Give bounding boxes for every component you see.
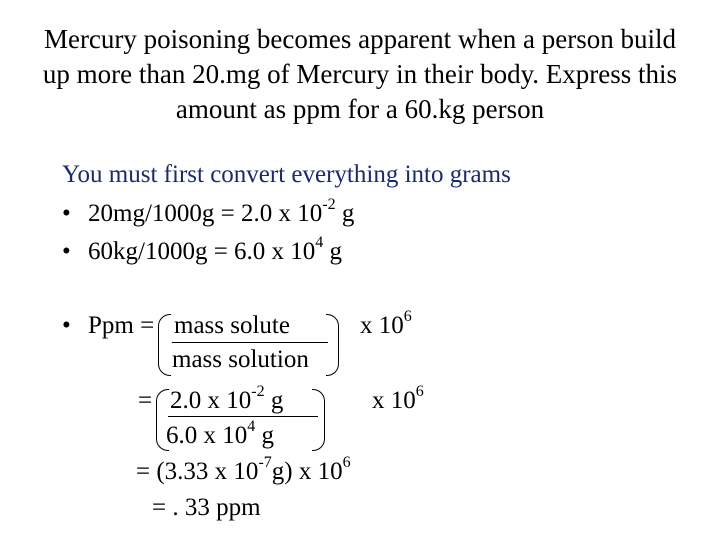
bullet-icon: •	[62, 312, 71, 339]
conversion-mg-base: 20mg/1000g = 2.0 x 10	[88, 200, 323, 227]
step2-denominator-base: 6.0 x 10	[166, 422, 248, 449]
step2-denominator-unit: g	[255, 422, 274, 449]
step3-exponent-2: 6	[342, 453, 351, 471]
conversion-kg-unit: g	[323, 238, 343, 265]
right-paren	[312, 389, 325, 451]
conversion-mg-exponent: -2	[322, 195, 336, 213]
fraction-bar	[168, 416, 318, 417]
conversion-mg-unit: g	[335, 200, 355, 227]
ppm-label: Ppm =	[88, 312, 155, 339]
step3-middle: g) x 10	[271, 458, 343, 485]
step2-numerator-unit: g	[264, 387, 284, 414]
bullet-icon: •	[62, 238, 71, 265]
step3-exponent-1: -7	[258, 453, 272, 471]
step2-numerator-exponent: -2	[251, 382, 265, 400]
conversion-kg-base: 60kg/1000g = 6.0 x 10	[88, 238, 316, 265]
step2-multiplier-base: x 10	[372, 387, 416, 414]
step2-denominator	[166, 417, 274, 452]
step2-numerator-base: 2.0 x 10	[170, 387, 252, 414]
step2-denominator-exponent: 4	[247, 417, 256, 435]
step3-prefix: = (3.33 x 10	[136, 458, 259, 485]
conversion-kg-exponent: 4	[315, 233, 324, 251]
step2-equals: =	[138, 387, 153, 414]
conversion-mg	[88, 195, 355, 230]
left-paren	[158, 314, 171, 376]
slide-title: Mercury poisoning becomes apparent when a person build up more than 20.mg of Mercury in their body. Express this amount as ppm for a 60.kg person	[42, 24, 678, 124]
ppm-multiplier-base: x 10	[360, 312, 404, 339]
step2-multiplier-exponent: 6	[415, 382, 424, 400]
conversion-kg	[88, 233, 343, 268]
final-result: = . 33 ppm	[152, 494, 261, 521]
step3-expression	[136, 453, 351, 488]
ppm-multiplier-exponent: 6	[403, 307, 412, 325]
right-paren	[326, 314, 339, 376]
bullet-icon: •	[62, 200, 71, 227]
fraction-bar	[172, 342, 328, 343]
step2-numerator	[170, 382, 284, 417]
instruction-subtitle: You must first convert everything into grams	[62, 161, 511, 188]
step2-multiplier	[372, 382, 424, 417]
ppm-multiplier	[360, 307, 412, 342]
ppm-denominator: mass solution	[172, 346, 309, 373]
ppm-numerator: mass solute	[174, 312, 290, 339]
